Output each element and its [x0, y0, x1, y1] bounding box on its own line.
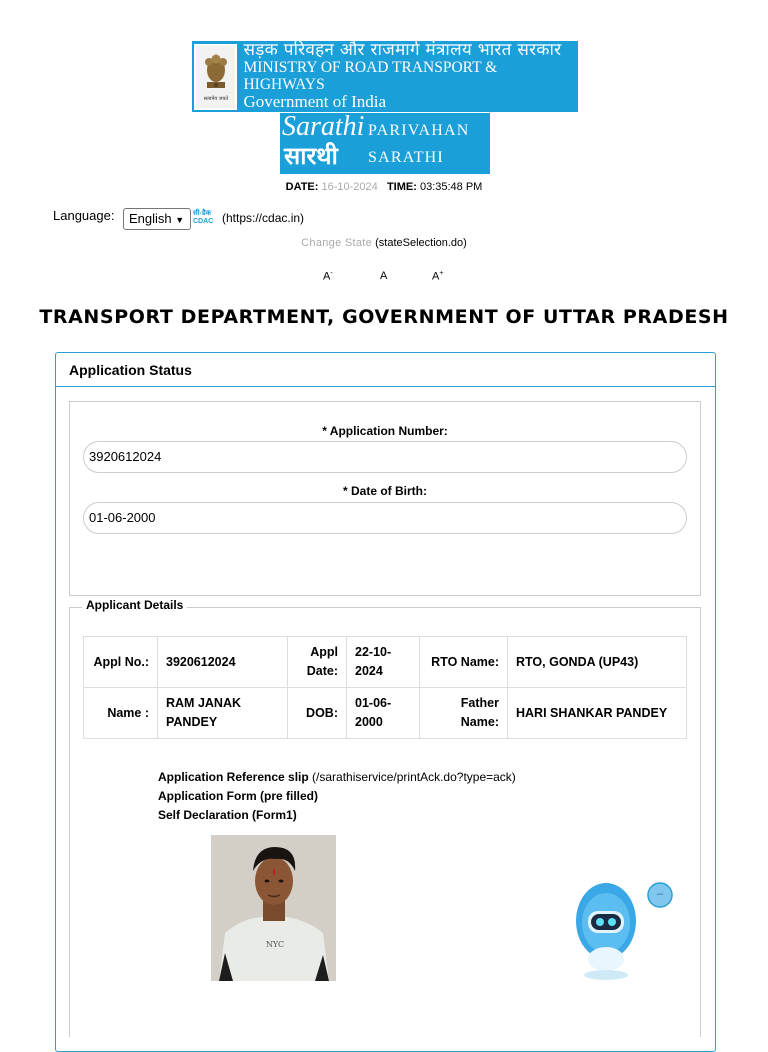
applicant-details-table — [83, 636, 687, 739]
appl-no-value: 3920612024 — [158, 637, 288, 688]
cdac-link[interactable]: (https://cdac.in) — [222, 211, 305, 225]
sarathi-line-2: SARATHI — [368, 148, 444, 166]
application-number-input[interactable]: 3920612024 — [83, 441, 687, 473]
page-title: TRANSPORT DEPARTMENT, GOVERNMENT OF UTTAR PRADESH — [39, 306, 729, 328]
sarathi-logo — [280, 113, 368, 174]
language-select[interactable] — [123, 208, 191, 230]
dob-detail-label: DOB: — [288, 688, 347, 739]
language-selected-value: English — [129, 211, 172, 226]
emblem-caption: सत्यमेव जयते — [203, 95, 229, 102]
robot-chatbot-icon[interactable] — [574, 875, 674, 985]
time-value: 03:35:48 PM — [419, 181, 483, 193]
sarathi-logo-english: Sarathi — [282, 111, 365, 142]
ministry-banner — [192, 41, 578, 112]
appl-no-label: Appl No.: — [84, 637, 158, 688]
document-links — [158, 768, 516, 825]
reference-slip-url: (/sarathiservice/printAck.do?type=ack) — [312, 770, 516, 784]
application-form-link[interactable]: Application Form (pre filled) — [158, 789, 319, 803]
date-label: DATE: — [285, 181, 319, 193]
ministry-name-english: MINISTRY OF ROAD TRANSPORT & HIGHWAYS — [243, 59, 498, 93]
application-number-label: * Application Number: — [322, 424, 448, 438]
name-label: Name : — [84, 688, 158, 739]
change-state-link: (stateSelection.do) — [375, 237, 467, 249]
svg-text:“”: “” — [656, 893, 664, 900]
change-state[interactable] — [0, 237, 768, 249]
ministry-name-hindi: सड़क परिवहन और राजमार्ग मंत्रालय भारत सरकार — [243, 40, 562, 61]
sarathi-banner — [280, 113, 490, 174]
font-normal-button[interactable]: A — [380, 270, 388, 282]
national-emblem-icon — [194, 44, 237, 110]
self-declaration-link[interactable]: Self Declaration (Form1) — [158, 808, 297, 822]
applicant-details-legend: Applicant Details — [82, 598, 187, 612]
government-name: Government of India — [243, 91, 387, 111]
date-value: 16-10-2024 — [321, 181, 378, 193]
font-increase-button[interactable]: A+ — [432, 270, 444, 283]
table-row — [84, 688, 687, 739]
rto-name-label: RTO Name: — [420, 637, 508, 688]
rto-name-value: RTO, GONDA (UP43) — [508, 637, 687, 688]
panel-title: Application Status — [56, 353, 715, 387]
reference-slip-link[interactable]: Application Reference slip (/sarathiservice/printAck.do?type=ack) — [158, 770, 516, 784]
applicant-photo — [211, 835, 336, 981]
father-name-value: HARI SHANKAR PANDEY — [508, 688, 687, 739]
father-name-label: Father Name: — [420, 688, 508, 739]
change-state-label: Change State — [301, 237, 373, 249]
shirt-print: NYC — [265, 940, 285, 949]
time-label: TIME: — [386, 181, 417, 193]
date-time-bar — [0, 181, 768, 193]
language-label: Language: — [53, 208, 115, 223]
sarathi-logo-hindi: सारथी — [284, 142, 338, 170]
appl-date-label: Appl Date: — [288, 637, 347, 688]
table-row — [84, 637, 687, 688]
name-value: RAM JANAK PANDEY — [158, 688, 288, 739]
sarathi-line-1: PARIVAHAN — [368, 121, 470, 139]
dob-input[interactable]: 01-06-2000 — [83, 502, 687, 534]
dob-label: * Date of Birth: — [343, 484, 427, 498]
cdac-logo-icon[interactable]: सी-डैक CDAC — [193, 210, 214, 225]
font-decrease-button[interactable]: A- — [323, 270, 333, 283]
chevron-down-icon: ▼ — [175, 215, 185, 225]
dob-detail-value: 01-06-2000 — [347, 688, 420, 739]
appl-date-value: 22-10-2024 — [347, 637, 420, 688]
